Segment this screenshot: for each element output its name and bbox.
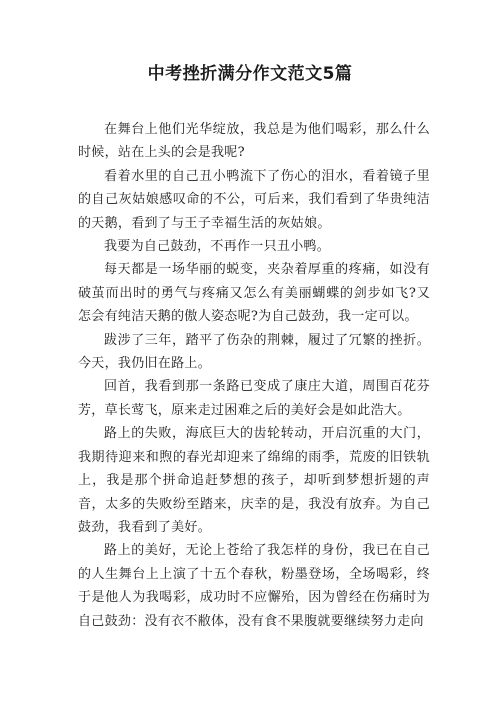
document-title: 中考挫折满分作文范文5篇: [147, 64, 353, 84]
paragraph: 在舞台上他们光华绽放，我总是为他们喝彩，那么什么时候，站在上头的会是我呢?: [78, 122, 430, 161]
document-body: [78, 118, 430, 633]
paragraph: 回首，我看到那一条路已变成了康庄大道，周围百花芬芳，草长莺飞，原来走过困难之后的美好会是如此浩大。: [78, 379, 430, 418]
paragraph: 每天都是一场华丽的蜕变，夹杂着厚重的疼痛，如没有破茧而出时的勇气与疼痛又怎么有美丽蝴蝶的剑步如飞?又怎会有纯洁天鹅的傲人姿态呢?为自己鼓劲，我一定可以。: [78, 262, 430, 325]
paragraph: 看着水里的自己丑小鸭流下了伤心的泪水，看着镜子里的自己灰姑娘感叹命的不公，可后来，我们看到了华贵纯洁的天鹅，看到了与王子幸福生活的灰姑娘。: [78, 168, 430, 231]
paragraph: 跋涉了三年，踏平了伤杂的荆棘，履过了冗繁的挫折。今天，我仍旧在路上。: [78, 332, 430, 372]
paragraph: 路上的美好，无论上苍给了我怎样的身份，我已在自己的人生舞台上上演了十五个春秋，粉墨登场，全场喝彩，终于是他人为我喝彩，成功时不应懈殆，因为曾经在伤痛时为自己鼓劲：没有衣不敝体，没有食不果腹就要继续努力走向: [78, 543, 430, 629]
paragraph: 我要为自己鼓劲，不再作一只丑小鸭。: [104, 239, 331, 255]
paragraph: 路上的失败，海底巨大的齿轮转动，开启沉重的大门，我期待迎来和煦的春光却迎来了绵绵的雨季，荒废的旧铁轨上，我是那个拼命追赶梦想的孩子，却听到梦想折翅的声音，太多的失败纷至踏来，庆幸的是，我没有放弃。为自己鼓劲，我看到了美好。: [78, 426, 430, 535]
